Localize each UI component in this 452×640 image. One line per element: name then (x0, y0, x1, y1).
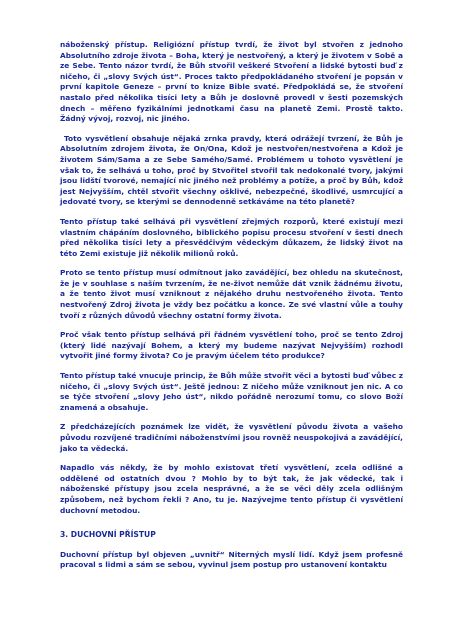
paragraph-2: Toto vysvětlení obsahuje nějaká zrnka pravdy, která odrážejí tvrzení, že Bůh je Absolutním zdrojem života, že On/Ona, Kdož je nestvořen/nestvořena a Kdož je životem Sám/Sama a ze Sebe Samého/Samé. Problémem u tohoto vysvětlení je však to, že selhává u toho, proč by Stvořitel stvořil tak nedokonalé tvory, jakými jsou lidští tvorové, nemající nic jiného než problémy a potíže, a proč by Bůh, kdož jest Nejvyšším, chtěl stvořit všechny ošklivé, nebezpečné, škodlivé, usmrcující a jedovaté tvory, se kterými se dennodenně setkáváme na této planetě? (60, 133, 403, 207)
paragraph-1: náboženský přístup. Religiózní přístup tvrdí, že život byl stvořen z jednoho Absolutního zdroje života – Boha, který je nestvořený, a který je životem v Sobě a ze Sebe. Tento názor tvrdí, že Bůh stvořil veškeré Stvoření a lidské bytosti buď z ničeho, či „slovy Svých úst“. Proces takto předpokládaného stvoření je popsán v první kapitole Geneze – první to knize Bible svaté. Předpokládá se, že stvoření nastalo před několika tisíci lety a Bůh je doslovně provedl v šesti pozemských dnech – měřeno fyzikálními jednotkami času na planetě Zemi. Prostě takto. Žádný vývoj, rozvoj, nic jiného. (60, 40, 403, 124)
paragraph-4: Proto se tento přístup musí odmítnout jako zavádějící, bez ohledu na skutečnost, že je v souhlase s naším tvrzením, že ne-život nemůže dát vznik žádnému životu, a že tento život musí vzniknout z nějakého druhu nestvořeného života. Tento nestvořený Zdroj života je vždy bez počátku a konce. Ze své vlastní vůle a touhy tvoří z různých důvodů všechny ostatní formy života. (60, 268, 403, 320)
paragraph-final: Duchovní přístup byl objeven „uvnitř“ Niterných myslí lidí. Když jsem profesně pracoval s lidmi a sám se sebou, vyvinul jsem postup pro ustanovení kontaktu (60, 549, 403, 570)
section-heading: 3. DUCHOVNÍ PŘÍSTUP (60, 530, 156, 540)
paragraph-8: Napadlo vás někdy, že by mohlo existovat třetí vysvětlení, zcela odlišné a oddělené od ostatních dvou ? Mohlo by to být tak, že jak vědecké, tak i náboženské přístupy jsou zcela nesprávné, a že se věci děly zcela odlišným způsobem, než bychom řekli ? Ano, tu je. Nazývejme tento přístup či vysvětlení duchovní metodou. (60, 463, 403, 515)
paragraph-6: Tento přístup také vnucuje princip, že Bůh může stvořit věci a bytosti buď vůbec z ničeho, či „slovy Svých úst“. Ještě jednou: Z ničeho může vzniknout jen nic. A co se týče stvoření „slovy Jeho úst“, nikdo pořádně nerozumí tomu, co slovo Boží znamená a obsahuje. (60, 371, 403, 412)
paragraph-5: Proč však tento přístup selhává při řádném vysvětlení toho, proč se tento Zdroj (který lidé nazývají Bohem, a který my budeme nazývat Nejvyšším) rozhodl vytvořit jiné formy života? Co je pravým účelem této produkce? (60, 330, 403, 361)
paragraph-7: Z předcházejících poznámek lze vidět, že vysvětlení původu života a vašeho původu rozvíjené tradičními náboženstvími jsou rovněž neuspokojivá a zavádějící, jako ta vědecká. (60, 422, 403, 453)
paragraph-3: Tento přístup také selhává při vysvětlení zřejmých rozporů, které existují mezi vlastním chápáním doslovného, biblického popisu procesu stvoření v šesti dnech před několika tisíci lety a přesvědčivým vědeckým důkazem, že lidský život na této Zemi existuje již několik milionů roků. (60, 216, 403, 258)
